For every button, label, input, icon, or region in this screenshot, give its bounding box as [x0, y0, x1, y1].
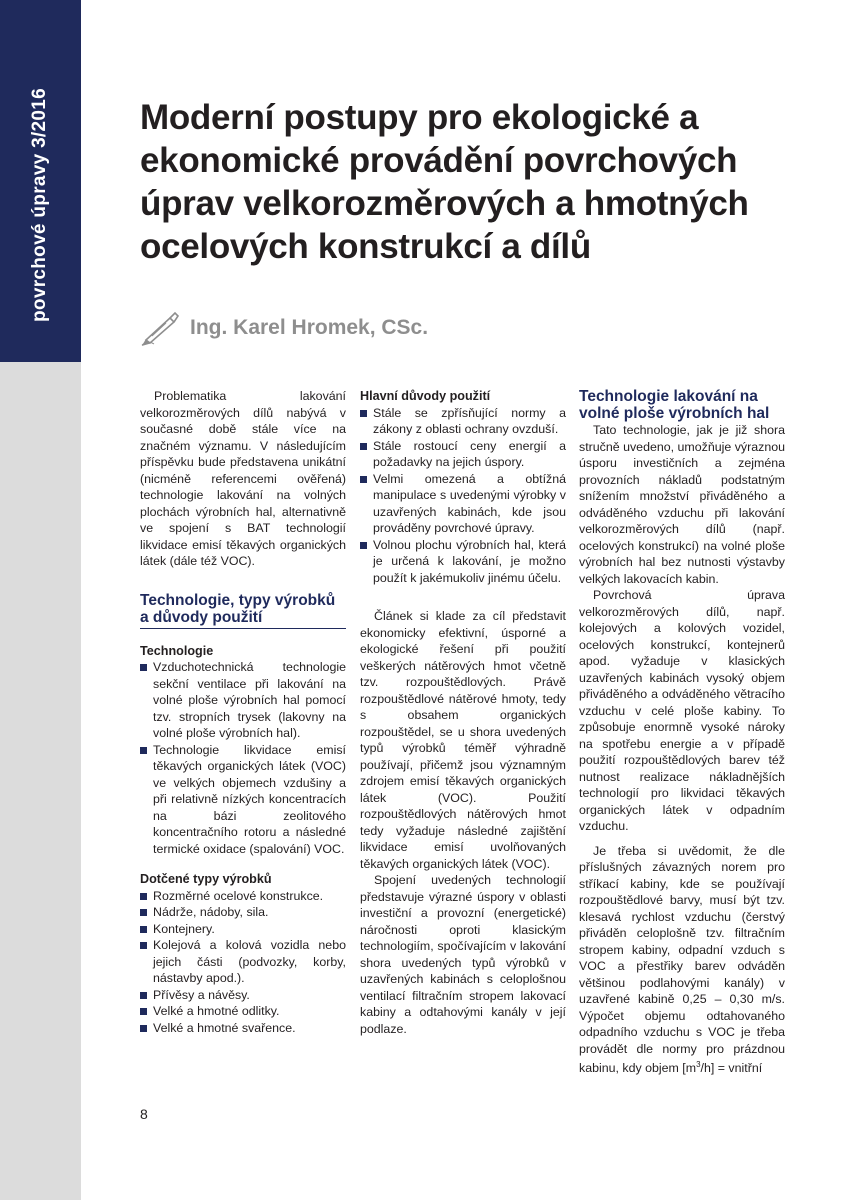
magazine-side-tab: [0, 0, 81, 362]
list-item: Technologie likvidace emisí těkavých organických látek (VOC) ve velkých objemech vzdušiny a při relativně nízkých koncentracích na bázi zeolitového koncentračního rotoru a následné termické oxidace (spalování) VOC.: [140, 742, 346, 858]
text-column-2: [360, 388, 566, 1037]
paragraph-text: Je třeba si uvědomit, že dle příslušných závazných norem pro stříkací kabiny, kde se používají rozpouštědlové barvy, musí být tzv. klesavá rychlost vzduchu (čerstvý přiváděn celoplošně tzv. filtračním stropem kabiny, odpadní vzduch s VOC a přestřiky barev odváděn většinou podlahovými kanály) v uzavřené kabině 0,25 – 0,30 m/s. Výpočet objemu odtahovaného odpadního vzduchu s VOC je třeba provádět dle normy pro prázdnou kabinu, kdy objem [m: [579, 843, 785, 1076]
body-paragraph: Povrchová úprava velkorozměrových dílů, např. kolejových a kolových vozidel, ocelových konstrukcí, kontejnerů apod. vyžaduje v klasických uzavřených kabinách vysoký objem přiváděného a odváděného větracího vzduchu v celé ploše kabiny. To způsobuje enormně vysoké nároky na spotřebu energie a v případě použití rozpouštědlových barev též nutnost realizace nákladnějších technologií pro likvidaci těkavých organických látek v odpadním vzduchu.: [579, 588, 785, 833]
list-item: Kontejnery.: [140, 921, 346, 938]
text-column-3: [579, 388, 785, 1077]
pen-icon: [140, 310, 180, 346]
subheading-dotcene-typy: Dotčené typy výrobků: [140, 872, 272, 886]
intro-paragraph: Problematika lakování velkorozměrových dílů nabývá v současné době stále více na značném významu. V následujícím příspěvku bude představena unikátní (nicméně referencemi ověřená) technologie lakování na volných plochách výrobních hal, alternativně ve spojení s BAT technologií likvidace emisí těkavých organických látek (dále též VOC).: [140, 389, 346, 568]
paragraph-text: /h] = vnitřní: [700, 1061, 763, 1076]
list-item: Velmi omezená a obtížná manipulace s uvedenými výrobky v uzavřených kabinách, kde jsou prováděny povrchové úpravy.: [360, 471, 566, 537]
list-item: Velké a hmotné svařence.: [140, 1020, 346, 1037]
author-byline: [140, 308, 428, 348]
body-paragraph: Tato technologie, jak je již shora stručně uvedeno, umožňuje výraznou úsporu investičních a zejména provozních nákladů podstatným snížením množství přiváděného a odváděného vzduchu při lakování velkorozměrových dílů (např. ocelových konstrukcí) na volné ploše výrobních hal bez nutnosti výstavby velkých lakovacích kabin.: [579, 423, 785, 586]
section-heading-lakovani: Technologie lakování na volné ploše výrobních hal: [579, 388, 770, 422]
text-column-1: [140, 388, 346, 1036]
author-name: Ing. Karel Hromek, CSc.: [190, 316, 429, 339]
list-item: Přívěsy a návěsy.: [140, 987, 346, 1004]
technologie-list: [140, 659, 346, 857]
list-item: Stále rostoucí ceny energií a požadavky na jejich úspory.: [360, 438, 566, 471]
body-paragraph: [579, 843, 785, 1077]
body-paragraph: Článek si klade za cíl představit ekonomicky efektivní, úsporné a ekologické řešení při použití veškerých nátěrových hmot včetně tzv. rozpouštědlových. Právě rozpouštědlové nátěrové hmoty, tedy s obsahem organických rozpouštědel, se u shora uvedených typů výrobků téměř výhradně používají, přičemž jsou významným zdrojem emisí těkavých organických látek (VOC). Použití rozpouštědlových nátěrových hmot tedy vyžaduje následné zajištění likvidace emisí uvolňovaných těkavých organických látek (VOC).: [360, 609, 566, 871]
article-title: Moderní postupy pro ekologické a ekonomické provádění povrchových úprav velkorozměrových a hmotných ocelových konstrukcí a dílů: [140, 98, 749, 266]
body-paragraph: Spojení uvedených technologií představuje výrazné úspory v oblasti investiční a provozní (energetické) náročnosti oproti klasickým technologiím, spočívajícím v lakování shora uvedených typů výrobků v uzavřených kabinách s celoplošnou ventilací filtračním stropem lakovací kabiny a odtahovými kanály v její podlaze.: [360, 873, 566, 1036]
list-item: Stále se zpřísňující normy a zákony z oblasti ochrany ovzduší.: [360, 405, 566, 438]
magazine-issue-label: povrchové úpravy 3/2016: [29, 88, 50, 322]
superscript: 3: [696, 1060, 701, 1069]
list-item: Vzduchotechnická technologie sekční ventilace při lakování na volné ploše výrobních hal pomocí tzv. stropních trysek (lakovny na volné ploše výrobních hal).: [140, 659, 346, 742]
section-heading-technologie-typy: Technologie, typy výrobků a důvody použití: [140, 592, 346, 629]
page-number: 8: [140, 1106, 148, 1122]
list-item: Rozměrné ocelové konstrukce.: [140, 888, 346, 905]
subheading-hlavni-duvody: Hlavní důvody použití: [360, 389, 491, 403]
list-item: Nádrže, nádoby, sila.: [140, 904, 346, 921]
list-item: Kolejová a kolová vozidla nebo jejich části (podvozky, korby, nástavby apod.).: [140, 937, 346, 987]
list-item: Velké a hmotné odlitky.: [140, 1003, 346, 1020]
typy-vyrobku-list: [140, 888, 346, 1037]
list-item: Volnou plochu výrobních hal, která je určená k lakování, je možno použít k jakémukoliv jinému účelu.: [360, 537, 566, 587]
duvody-list: [360, 405, 566, 587]
subheading-technologie: Technologie: [140, 643, 214, 658]
